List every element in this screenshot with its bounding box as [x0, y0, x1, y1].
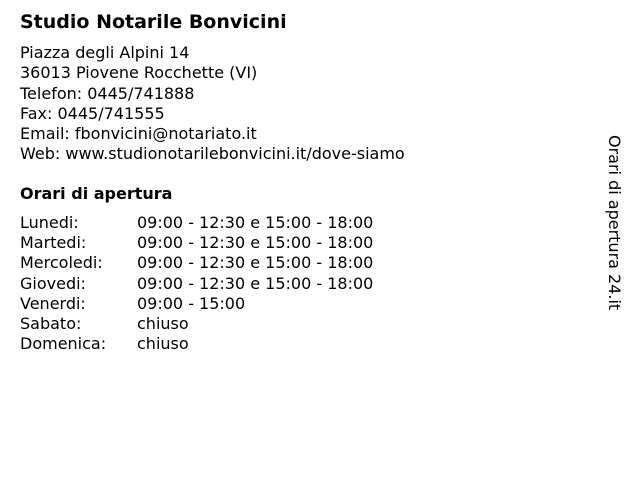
time-value: 09:00 - 12:30 e 15:00 - 18:00 [137, 233, 374, 253]
phone-text: Telefon: 0445/741888 [20, 83, 195, 103]
contact-block [20, 43, 405, 165]
day-label: Lunedi: [20, 213, 79, 232]
address-line-2: 36013 Piovene Rocchette (VI) [20, 63, 258, 83]
day-label: Martedi: [20, 233, 87, 253]
time-value: 09:00 - 15:00 [137, 293, 246, 313]
day-label: Sabato: [20, 313, 82, 333]
site-watermark: Orari di apertura 24.it [605, 135, 624, 311]
day-label: Domenica: [20, 334, 107, 354]
day-label: Mercoledi: [20, 253, 103, 273]
web-text: Web: www.studionotarilebonvicini.it/dove-siamo [20, 144, 405, 164]
page-title: Studio Notarile Bonvicini [20, 11, 287, 33]
day-label: Giovedi: [20, 273, 86, 293]
day-label: Venerdi: [20, 293, 86, 313]
time-value: chiuso [137, 334, 189, 354]
time-value: 09:00 - 12:30 e 15:00 - 18:00 [137, 273, 374, 293]
time-value: 09:00 - 12:30 e 15:00 - 18:00 [137, 253, 374, 273]
time-value: 09:00 - 12:30 e 15:00 - 18:00 [137, 213, 374, 232]
time-value: chiuso [137, 313, 189, 333]
hours-heading: Orari di apertura [20, 184, 173, 203]
email-text: Email: fbonvicini@notariato.it [20, 124, 257, 144]
fax-text: Fax: 0445/741555 [20, 103, 165, 123]
address-line-1: Piazza degli Alpini 14 [20, 43, 190, 62]
